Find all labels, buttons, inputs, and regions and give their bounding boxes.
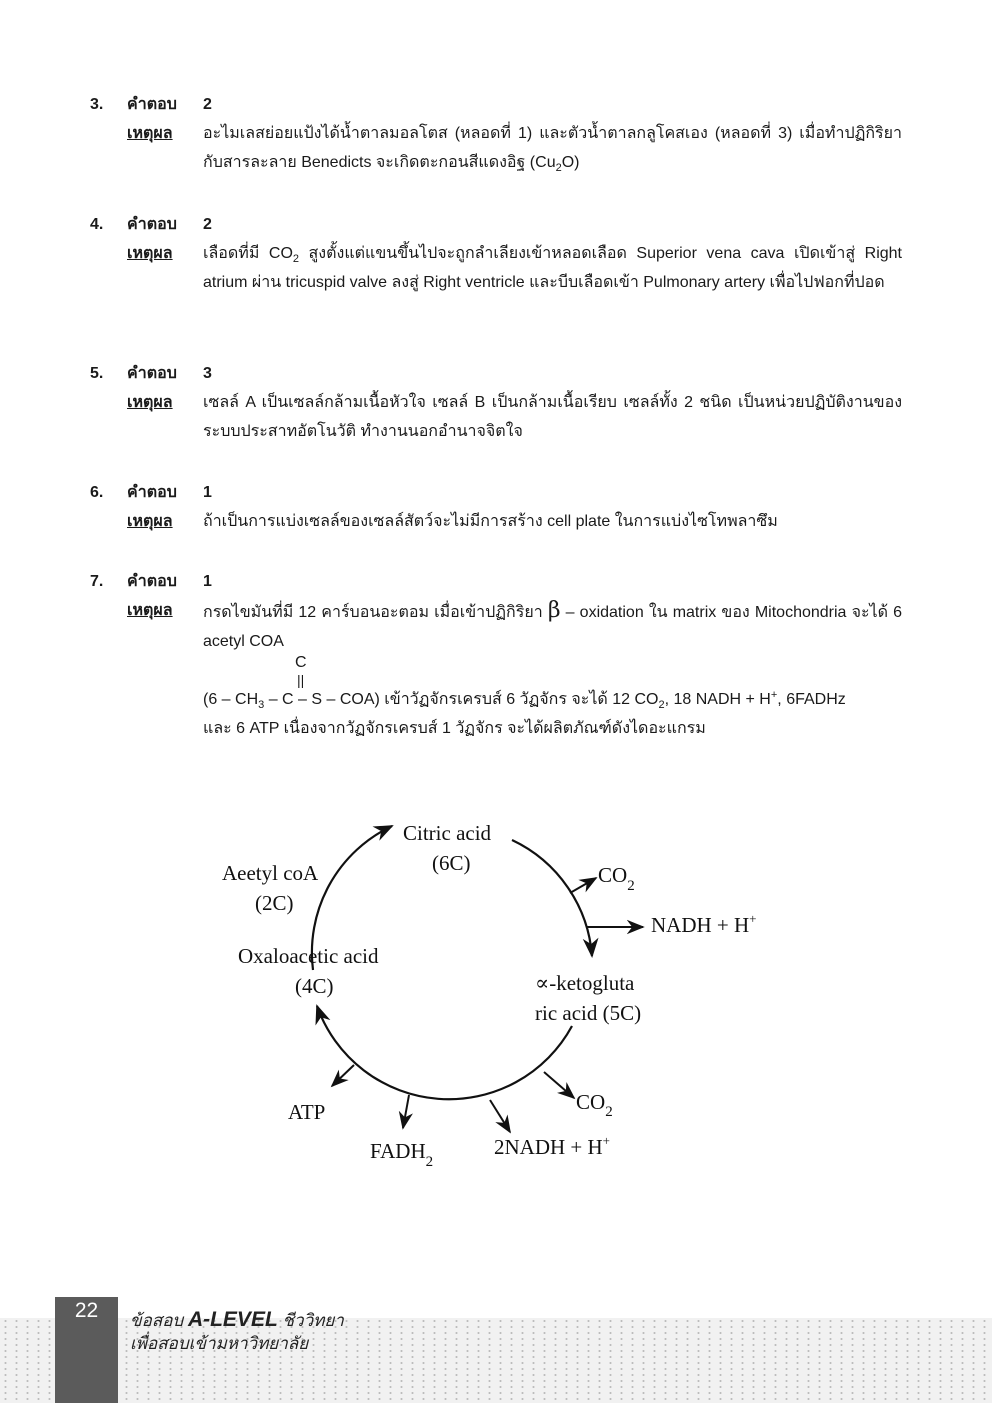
answer-label: คำตอบ	[127, 573, 177, 590]
nadh-text: NADH + H	[651, 913, 750, 937]
reason-text-part: – oxidation ใน matrix ของ Mitochondria จะได้ 6 acetyl COA	[203, 604, 903, 650]
subscript: 2	[425, 1154, 434, 1170]
answer-label: คำตอบ	[127, 216, 177, 233]
krebs-cycle-diagram	[200, 810, 800, 1180]
item-number: 6.	[90, 484, 104, 501]
page-number-box	[55, 1297, 118, 1403]
answer-label: คำตอบ	[127, 96, 177, 113]
answer-value: 2	[203, 96, 212, 113]
answer-value: 2	[203, 216, 212, 233]
book-title-emphasis: A-LEVEL	[187, 1308, 278, 1331]
arrow-atp	[332, 1065, 354, 1086]
cycle-arc-citric-to-keto	[512, 840, 592, 956]
reason-text	[203, 239, 902, 297]
book-subtitle: เพื่อสอบเข้ามหาวิทยาลัย	[130, 1334, 309, 1353]
subscript: 2	[605, 1104, 613, 1120]
label-ketoglutaric-1: ∝-ketogluta	[535, 971, 635, 995]
superscript: +	[749, 911, 757, 926]
item-number: 3.	[90, 96, 104, 113]
reason-text-part: กรดไขมันที่มี 12 คาร์บอนอะตอม เมื่อเข้าปฏิกิริยา	[203, 604, 548, 621]
answer-value: 1	[203, 573, 212, 590]
label-co2-bottom	[576, 1090, 613, 1120]
book-title-part: ชีววิทยา	[277, 1311, 344, 1330]
co2-text: CO	[598, 863, 628, 887]
label-nadh-top	[651, 911, 757, 937]
reason-label: เหตุผล	[127, 394, 173, 411]
formula-double-bond: ||	[297, 672, 305, 688]
fadh-text: FADH	[370, 1139, 426, 1163]
label-acetyl-carbons: (2C)	[255, 891, 294, 915]
label-co2-top	[598, 863, 635, 894]
reason-label: เหตุผล	[127, 245, 173, 262]
book-title	[130, 1308, 344, 1355]
item-number: 7.	[90, 573, 104, 590]
answer-value: 3	[203, 365, 212, 382]
label-atp: ATP	[288, 1100, 326, 1124]
label-oxaloacetic-acid: Oxaloacetic acid	[238, 944, 379, 968]
cycle-arc-keto-to-oxalo	[317, 1006, 572, 1099]
label-citric-carbons: (6C)	[432, 851, 471, 875]
formula-part: (6 – CH	[203, 691, 259, 708]
answer-item-7	[90, 567, 902, 743]
superscript: +	[602, 1133, 611, 1148]
label-acetyl-coa: Aeetyl coA	[222, 861, 319, 885]
formula-conclusion: และ 6 ATP เนื่องจากวัฏจักรเครบส์ 1 วัฏจักร จะได้ผลิตภัณฑ์ดังไดอะแกรม	[203, 720, 706, 737]
item-number: 5.	[90, 365, 104, 382]
reason-text-part: สูงตั้งแต่แขนขึ้นไปจะถูกลำเลียงเข้าหลอดเลือด Superior vena cava เปิดเข้าสู่ Right atrium ผ่าน tricuspid valve ลงสู่ Right ventricle และบีบเลือดเข้า Pulmonary artery เพื่อไปฟอกที่ปอด	[203, 245, 902, 291]
label-ketoglutaric-2: ric acid (5C)	[535, 1001, 642, 1025]
answer-item-6	[90, 478, 902, 536]
reason-text	[203, 596, 902, 743]
answer-item-5	[90, 359, 902, 446]
answer-label: คำตอบ	[127, 365, 177, 382]
arrow-nadh-bottom	[490, 1100, 510, 1132]
nadh2-text: 2NADH + H	[494, 1135, 603, 1159]
subscript: 3	[258, 699, 265, 711]
subscript: 2	[292, 253, 300, 265]
item-number: 4.	[90, 216, 104, 233]
reason-label: เหตุผล	[127, 602, 173, 619]
reason-text: เซลล์ A เป็นเซลล์กล้ามเนื้อหัวใจ เซลล์ B เป็นกล้ามเนื้อเรียบ เซลล์ทั้ง 2 ชนิด เป็นหน่วยปฏิบัติงานของระบบประสาทอัตโนวัติ ทำงานนอกอำนาจจิตใจ	[203, 394, 902, 440]
formula-carbonyl-c: C	[295, 654, 307, 671]
reason-label: เหตุผล	[127, 125, 173, 142]
answer-item-3	[90, 90, 902, 177]
arrow-co2-bottom	[544, 1072, 574, 1098]
reason-text	[203, 119, 902, 177]
subscript: 2	[627, 878, 635, 894]
formula-part: – C – S – COA) เข้าวัฏจักรเครบส์ 6 วัฏจักร จะได้ 12 CO	[264, 691, 659, 708]
book-title-part: ข้อสอบ	[130, 1311, 188, 1330]
label-citric-acid: Citric acid	[403, 821, 492, 845]
page-number: 22	[74, 1299, 99, 1322]
arrow-fadh	[403, 1095, 409, 1128]
superscript: +	[770, 689, 778, 701]
reason-label: เหตุผล	[127, 513, 173, 530]
label-oxalo-carbons: (4C)	[295, 974, 334, 998]
answer-value: 1	[203, 484, 212, 501]
co2-text: CO	[576, 1090, 606, 1114]
subscript: 2	[658, 699, 665, 711]
reason-text-part: อะไมเลสย่อยแป้งได้น้ำตาลมอลโตส (หลอดที่ 1) และตัวน้ำตาลกลูโคสเอง (หลอดที่ 3) เมื่อทำปฏิกิริยากับสารละลาย Benedicts จะเกิดตะกอนสีแดงอิฐ (Cu	[203, 125, 902, 171]
reason-text-part: เลือดที่มี CO	[203, 245, 293, 262]
acetyl-formula	[203, 656, 902, 712]
formula-part: , 18 NADH + H	[664, 691, 771, 708]
label-2nadh	[494, 1133, 610, 1159]
arrow-co2-top	[570, 878, 596, 893]
beta-symbol: β	[547, 598, 561, 623]
formula-part: , 6FADHz	[777, 691, 846, 708]
reason-text-part: O)	[561, 154, 580, 171]
reason-text: ถ้าเป็นการแบ่งเซลล์ของเซลล์สัตว์จะไม่มีการสร้าง cell plate ในการแบ่งไซโทพลาซึม	[203, 513, 778, 530]
answer-item-4	[90, 210, 902, 297]
subscript: 2	[555, 162, 562, 174]
label-fadh2	[370, 1139, 433, 1170]
answer-label: คำตอบ	[127, 484, 177, 501]
